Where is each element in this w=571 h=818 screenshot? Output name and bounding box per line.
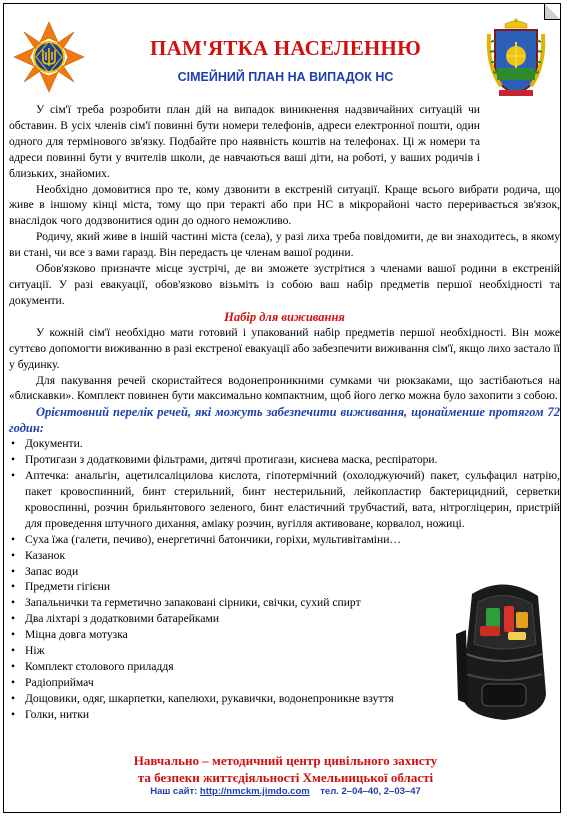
- paragraph: У сім'ї треба розробити план дій на випадок виникнення надзвичайних ситуацій чи обставин. В усіх членів сім'ї повинні бути номери телефонів, адреси електронної пошти, один одного для термінового зв'язку. Подбайте про наявність коштів на телефонах. Ці ж номери та адреси повинні бути у вчителів школи, де навчаються ваші діти, на роботі, у ваших родичів і близьких, знайомих.: [9, 103, 480, 180]
- list-item: • Комплект столового приладдя: [9, 659, 465, 675]
- paragraph: Необхідно домовитися про те, кому дзвонити в екстреній ситуації. Краще всього вибрати родича, що живе в іншому кінці міста, тому що при теракті або при НС в мікрорайоні часто переривається зв'язок, внаслідок чого додзвонитися один до одного неможливо.: [9, 182, 560, 228]
- list-item: • Запальнички та герметично запаковані сірники, свічки, сухий спирт: [9, 595, 465, 611]
- list-item: • Суха їжа (галети, печиво), енергетичні батончики, горіхи, мультивітаміни…: [9, 532, 465, 548]
- list-item: • Протигази з додатковими фільтрами, дитячі протигази, киснева маска, респіратори.: [9, 452, 560, 468]
- list-item: • Радіоприймач: [9, 675, 465, 691]
- paragraph: У кожній сім'ї необхідно мати готовий і упакований набір предметів першої необхідності. Він може суттєво допомогти виживанню в разі екстреної евакуації або забезпечити виживання сім'ї, якщо лихо застало її у будинку.: [9, 325, 560, 371]
- list-item: • Дощовики, одяг, шкарпетки, капелюхи, рукавички, водонепроникне взуття: [9, 691, 465, 707]
- civil-protection-emblem-icon: [12, 20, 86, 94]
- list-item: • Документи.: [9, 436, 560, 452]
- footer-organization: [0, 752, 571, 786]
- list-item: • Голки, нитки: [9, 707, 465, 723]
- paragraph: Обов'язково призначте місце зустрічі, де ви зможете зустрітися з членами вашої родини в екстреній ситуації. У разі евакуації, обов'язково візьміть із собою ваш набір предметів першої необхідності та документи.: [9, 262, 560, 307]
- backpack-image: [452, 574, 556, 724]
- section-heading: Набір для виживання: [224, 309, 345, 324]
- list-item: • Міцна довга мотузка: [9, 627, 465, 643]
- page-subtitle: СІМЕЙНИЙ ПЛАН НА ВИПАДОК НС: [177, 70, 394, 84]
- list-item: • Ніж: [9, 643, 465, 659]
- site-link[interactable]: http://nmckm.jimdo.com: [199, 786, 310, 797]
- phone-text: тел. 2–04–40, 2–03–47: [320, 786, 421, 797]
- list-item: • Казанок: [9, 548, 465, 564]
- list-item: • Запас води: [9, 564, 465, 580]
- footer-line-2: та безпеки життєдіяльності Хмельницької області: [137, 770, 434, 785]
- paragraph: Для пакування речей скористайтеся водонепроникними сумками чи рюкзаками, що застібаються на «блискавки». Комплект повинен бути максимально компактним, щоб його легко можна було захопити з собою.: [9, 373, 560, 403]
- list-heading: Орієнтовний перелік речей, які можуть забезпечити виживання, щонайменше протягом 72 годин:: [9, 405, 560, 436]
- list-item: • Два ліхтарі з додатковими батарейками: [9, 611, 465, 627]
- page-title: ПАМ'ЯТКА НАСЕЛЕННЮ: [150, 36, 421, 60]
- footer-line-1: Навчально – методичний центр цивільного захисту: [133, 753, 438, 768]
- list-item: • Предмети гігієни: [9, 579, 465, 595]
- site-label: Наш сайт:: [150, 786, 198, 797]
- oblast-coat-of-arms-icon: [483, 16, 549, 98]
- list-item: • Аптечка: анальгін, ацетилсаліцилова кислота, гіпотермічний (охолоджуючий) пакет, сульфацил натрію, пакет кровоспинний, бинт стерильний, бинт нестерильний, лейкопластир бактерицидний, серветки кровоспинні, розчин брильянтового зеленого, бинт еластичний трубчастий, вата, нітрогліцерин, пристрій для проведення штучного дихання, аміаку розчин, вугілля активоване, корвалол, ножиці.: [9, 468, 560, 532]
- paragraph: Родичу, який живе в іншій частині міста (села), у разі лиха треба повідомити, де ви знаходитесь, в якому ви стані, чи все з вами гаразд. Він передасть це членам вашої родини.: [9, 230, 560, 260]
- footer-contacts: [0, 786, 571, 797]
